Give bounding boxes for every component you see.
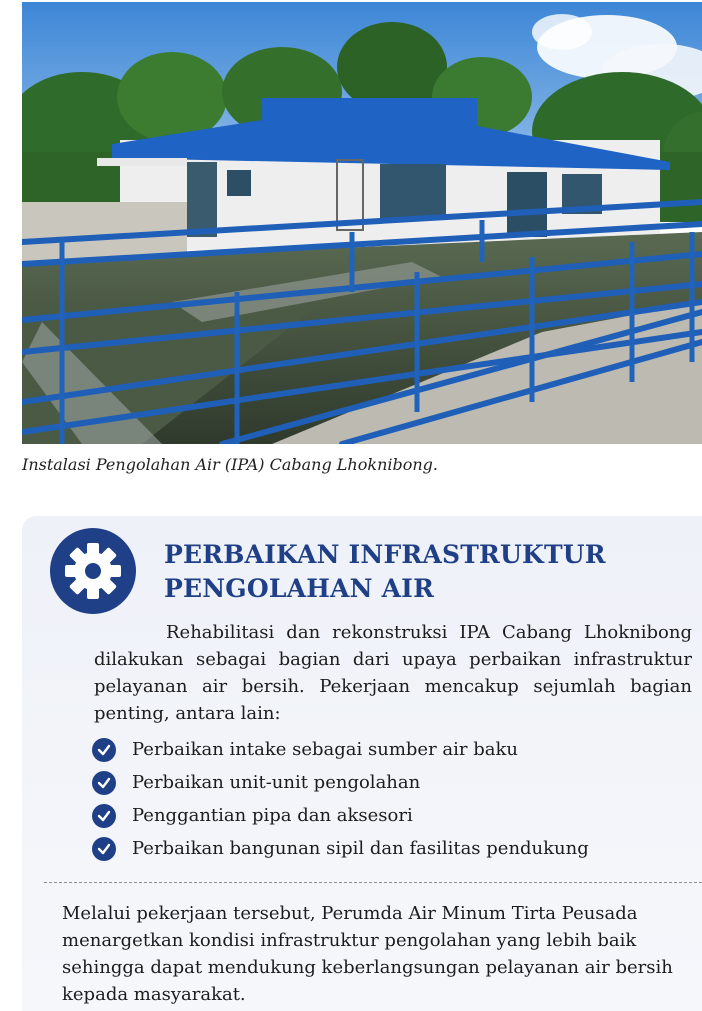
list-item [92,799,589,832]
section-title: PERBAIKAN INFRASTRUKTUR PENGOLAHAN AIR [164,540,606,603]
check-icon [92,804,116,828]
list-item-text: Perbaikan unit-unit pengolahan [132,772,421,793]
list-item [92,832,589,865]
gear-icon [50,528,136,614]
list-item [92,733,589,766]
list-item-text: Perbaikan bangunan sipil dan fasilitas pendukung [132,838,589,859]
closing-paragraph: Melalui pekerjaan tersebut, Perumda Air Minum Tirta Peusada menargetkan kondisi infrastruktur pengolahan yang lebih baik sehingga dapat mendukung keberlangsungan pelayanan air bersih kepada masyarakat. [62,903,673,1005]
check-icon [92,771,116,795]
work-items-list [92,733,589,865]
dashed-divider [44,882,702,883]
check-icon [92,738,116,762]
list-item-text: Perbaikan intake sebagai sumber air baku [132,739,518,760]
check-icon [92,837,116,861]
plant-photo [22,2,702,444]
list-item-text: Penggantian pipa dan aksesori [132,805,413,826]
photo-caption: Instalasi Pengolahan Air (IPA) Cabang Lhoknibong. [22,455,438,474]
intro-paragraph: Rehabilitasi dan rekonstruksi IPA Cabang Lhoknibong dilakukan sebagai bagian dari upaya perbaikan infrastruktur pelayanan air bersih. Pekerjaan mencakup sejumlah bagian penting, antara lain: [94,622,692,724]
list-item [92,766,589,799]
